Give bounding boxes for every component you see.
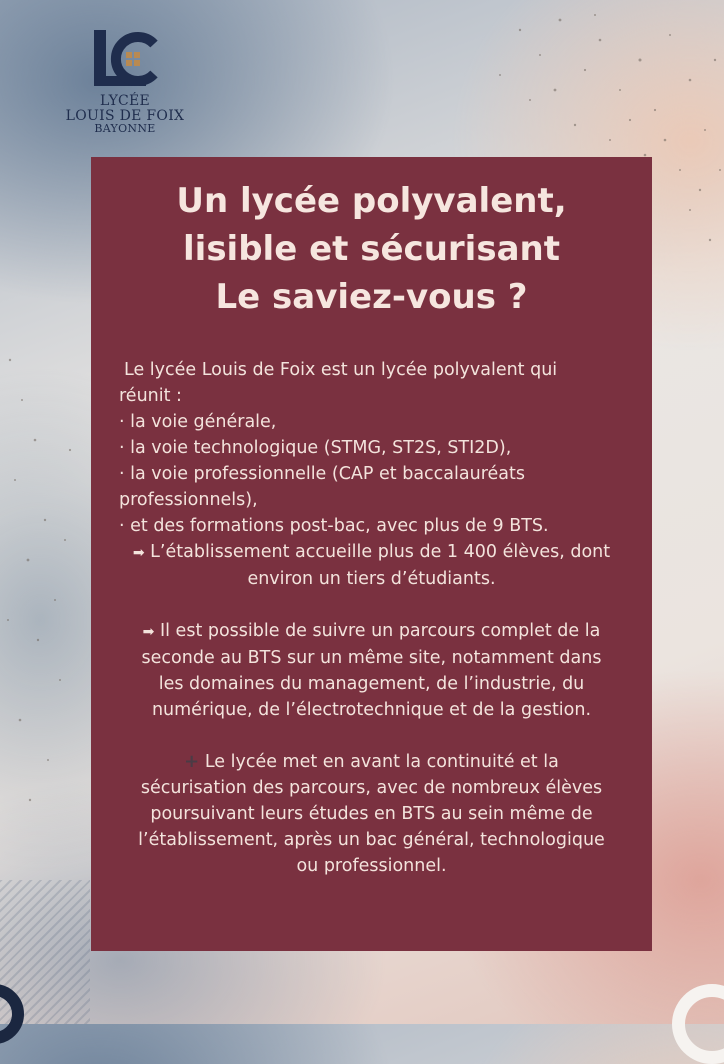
- bullet-item: · la voie générale,: [119, 412, 277, 432]
- right-arrow-icon: ➡: [142, 624, 155, 640]
- plus-icon: +: [184, 751, 200, 772]
- fact-continuity-line-2: sécurisation des parcours, avec de nombreux élèves: [140, 778, 603, 798]
- intro-line-2: réunit :: [119, 386, 182, 406]
- right-arrow-icon: ➡: [132, 545, 145, 561]
- school-logo: [60, 28, 190, 135]
- title-line-1: Un lycée polyvalent,: [176, 181, 567, 221]
- bullet-item: · et des formations post-bac, avec plus de 9 BTS.: [119, 516, 549, 536]
- fact-continuity-line-3: poursuivant leurs études en BTS au sein même de: [150, 804, 593, 824]
- intro-line-1: Le lycée Louis de Foix est un lycée polyvalent qui: [124, 360, 558, 380]
- fact-continuity-line-1: Le lycée met en avant la continuité et la: [204, 752, 559, 772]
- logo-line-1: LYCÉE: [99, 93, 151, 109]
- fact-students-line-2: environ un tiers d’étudiants.: [247, 569, 496, 589]
- fact-students-line-1: L’établissement accueille plus de 1 400 élèves, dont: [150, 542, 611, 562]
- fact-continuity: [119, 749, 624, 879]
- bullet-item: · la voie professionnelle (CAP et baccalauréats: [119, 464, 525, 484]
- fact-continuity-line-4: l’établissement, après un bac général, technologique: [138, 830, 605, 850]
- fact-pathway-line-4: numérique, de l’électrotechnique et de la gestion.: [151, 700, 592, 720]
- title-line-2: lisible et sécurisant: [183, 229, 560, 269]
- school-monogram-icon: [88, 28, 162, 90]
- bullet-item: professionnels),: [119, 490, 258, 510]
- fact-pathway-line-1: Il est possible de suivre un parcours complet de la: [159, 621, 601, 641]
- intro-paragraph: [119, 357, 624, 539]
- logo-line-3: BAYONNE: [94, 122, 156, 136]
- fact-students: [119, 539, 624, 592]
- card-title: [119, 177, 624, 321]
- fact-pathway: [119, 618, 624, 723]
- fact-continuity-line-5: ou professionnel.: [296, 856, 447, 876]
- info-card: [91, 157, 652, 951]
- title-line-3: Le saviez-vous ?: [215, 277, 528, 317]
- fact-pathway-line-2: seconde au BTS sur un même site, notamment dans: [141, 648, 602, 668]
- bullet-item: · la voie technologique (STMG, ST2S, STI2D),: [119, 438, 512, 458]
- logo-line-2: LOUIS DE FOIX: [65, 107, 185, 124]
- fact-pathway-line-3: les domaines du management, de l’industrie, du: [158, 674, 585, 694]
